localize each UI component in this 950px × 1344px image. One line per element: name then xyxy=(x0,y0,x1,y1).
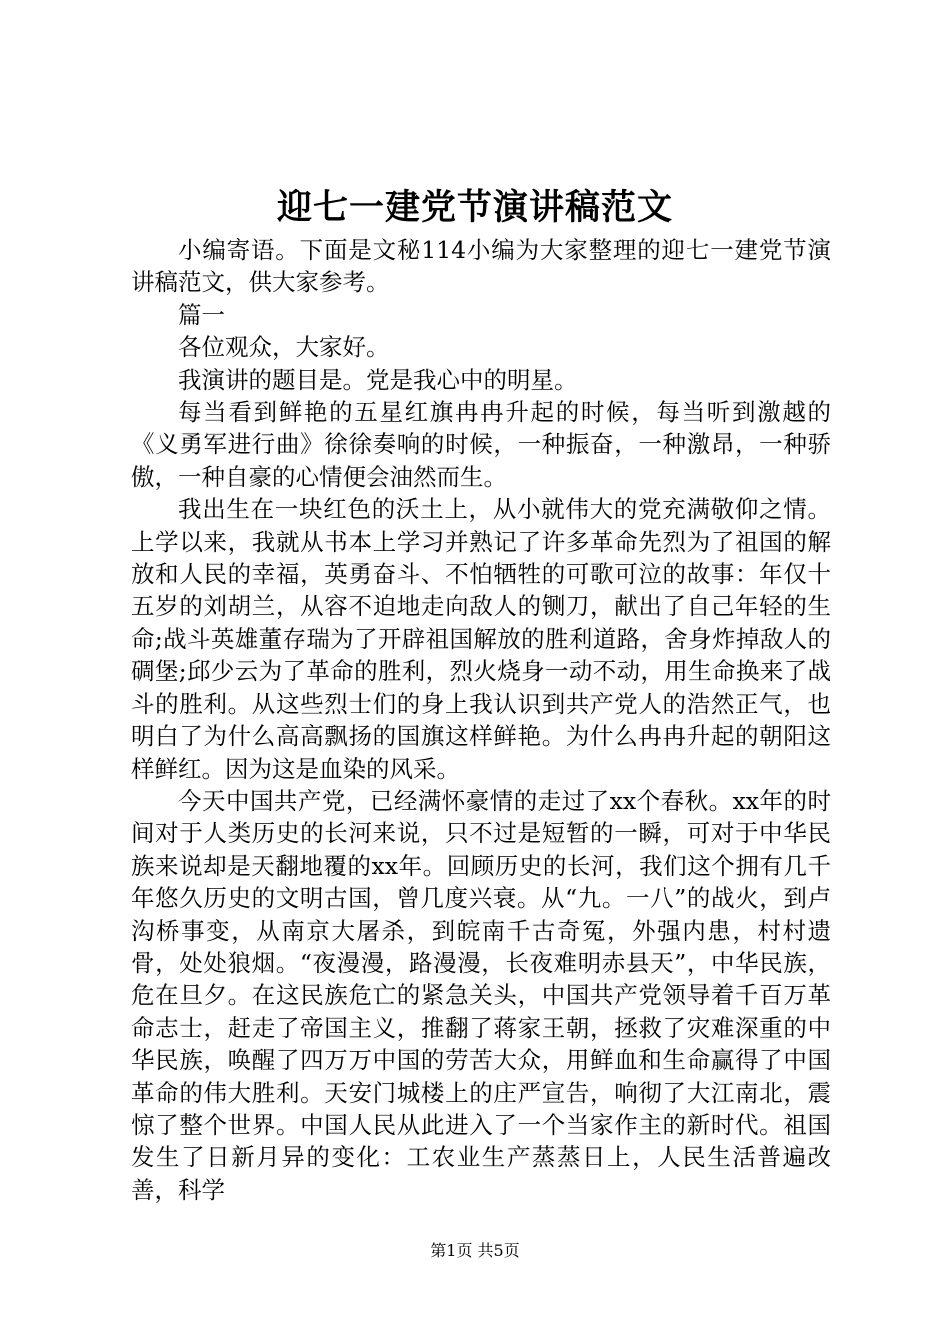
paragraph: 篇一 xyxy=(178,300,225,329)
paragraph: 今天中国共产党，已经满怀豪情的走过了xx个春秋。xx年的时间对于人类历史的长河来说，只不过是短暂的一瞬，可对于中华民族来说却是天翻地覆的xx年。回顾历史的长河，我们这个拥有几千年悠久历史的文明古国，曾几度兴衰。从“九。一八”的战火，到卢沟桥事变，从南京大屠杀，到皖南千古奇冤，外强内患，村村遗骨，处处狼烟。“夜漫漫，路漫漫，长夜难明赤县天”，中华民族，危在旦夕。在这民族危亡的紧急关头，中国共产党领导着千百万革命志士，赶走了帝国主义，推翻了蒋家王朝，拯救了灾难深重的中华民族，唤醒了四万万中国的劳苦大众，用鲜血和生命赢得了中国革命的伟大胜利。天安门城楼上的庄严宣告，响彻了大江南北，震惊了整个世界。中国人民从此进入了一个当家作主的新时代。祖国发生了日新月异的变化：工农业生产蒸蒸日上，人民生活普遍改善，科学 xyxy=(131,786,831,1204)
paragraph: 我演讲的题目是。党是我心中的明星。 xyxy=(178,365,578,394)
paragraph: 每当看到鲜艳的五星红旗冉冉升起的时候，每当听到激越的《义勇军进行曲》徐徐奏响的时候，一种振奋，一种激昂，一种骄傲，一种自豪的心情便会油然而生。 xyxy=(131,398,831,491)
page-number-footer: 第1页 共5页 xyxy=(430,1241,520,1260)
paragraph: 各位观众，大家好。 xyxy=(178,333,390,362)
paragraph: 小编寄语。下面是文秘114小编为大家整理的迎七一建党节演讲稿范文，供大家参考。 xyxy=(131,236,831,297)
paragraph: 我出生在一块红色的沃土上，从小就伟大的党充满敬仰之情。上学以来，我就从书本上学习并熟记了许多革命先烈为了祖国的解放和人民的幸福，英勇奋斗、不怕牺牲的可歌可泣的故事：年仅十五岁的刘胡兰，从容不迫地走向敌人的铡刀，献出了自己年轻的生命;战斗英雄董存瑞为了开辟祖国解放的胜利道路，舍身炸掉敌人的碉堡;邱少云为了革命的胜利，烈火烧身一动不动，用生命换来了战斗的胜利。从这些烈士们的身上我认识到共产党人的浩然正气，也明白了为什么高高飘扬的国旗这样鲜艳。为什么冉冉升起的朝阳这样鲜红。因为这是血染的风采。 xyxy=(131,495,831,783)
document-body xyxy=(131,234,831,1206)
document-title: 迎七一建党节演讲稿范文 xyxy=(276,187,673,228)
